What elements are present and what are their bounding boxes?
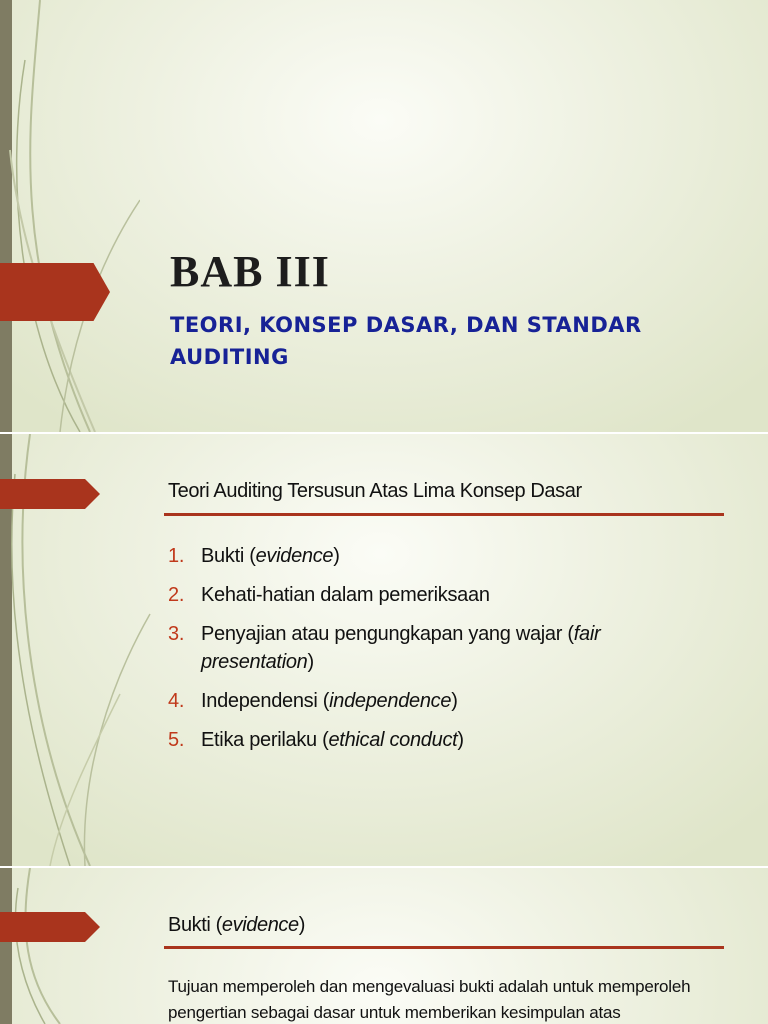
list-item: 5. Etika perilaku (ethical conduct) bbox=[168, 729, 464, 751]
chapter-title: BAB III bbox=[170, 247, 330, 296]
heading-rule bbox=[164, 946, 724, 949]
body-paragraph: Tujuan memperoleh dan mengevaluasi bukti adalah untuk memperoleh pengertian sebagai dasar untuk memberikan kesimpulan atas bbox=[168, 977, 691, 1022]
list-item: 1. Bukti (evidence) bbox=[168, 545, 340, 567]
list-item: 2. Kehati-hatian dalam pemeriksaan bbox=[168, 584, 490, 606]
decorative-swirls bbox=[0, 868, 120, 1024]
concepts-slide bbox=[0, 434, 768, 866]
section-heading: Teori Auditing Tersusun Atas Lima Konsep Dasar bbox=[168, 480, 582, 502]
list-item: 4. Independensi (independence) bbox=[168, 690, 458, 712]
title-slide bbox=[0, 0, 768, 432]
evidence-slide bbox=[0, 868, 768, 1024]
chapter-subtitle: TEORI, KONSEP DASAR, DAN STANDAR AUDITING bbox=[170, 313, 642, 369]
list-item: 3. Penyajian atau pengungkapan yang wajar (fair presentation) bbox=[168, 623, 601, 673]
heading-rule bbox=[164, 513, 724, 516]
accent-arrow-tab bbox=[0, 263, 110, 321]
section-heading: Bukti (evidence) bbox=[168, 914, 306, 936]
accent-arrow-tab bbox=[0, 912, 100, 942]
decorative-swirls bbox=[0, 0, 140, 432]
accent-arrow-tab bbox=[0, 479, 100, 509]
concept-list bbox=[168, 542, 688, 765]
